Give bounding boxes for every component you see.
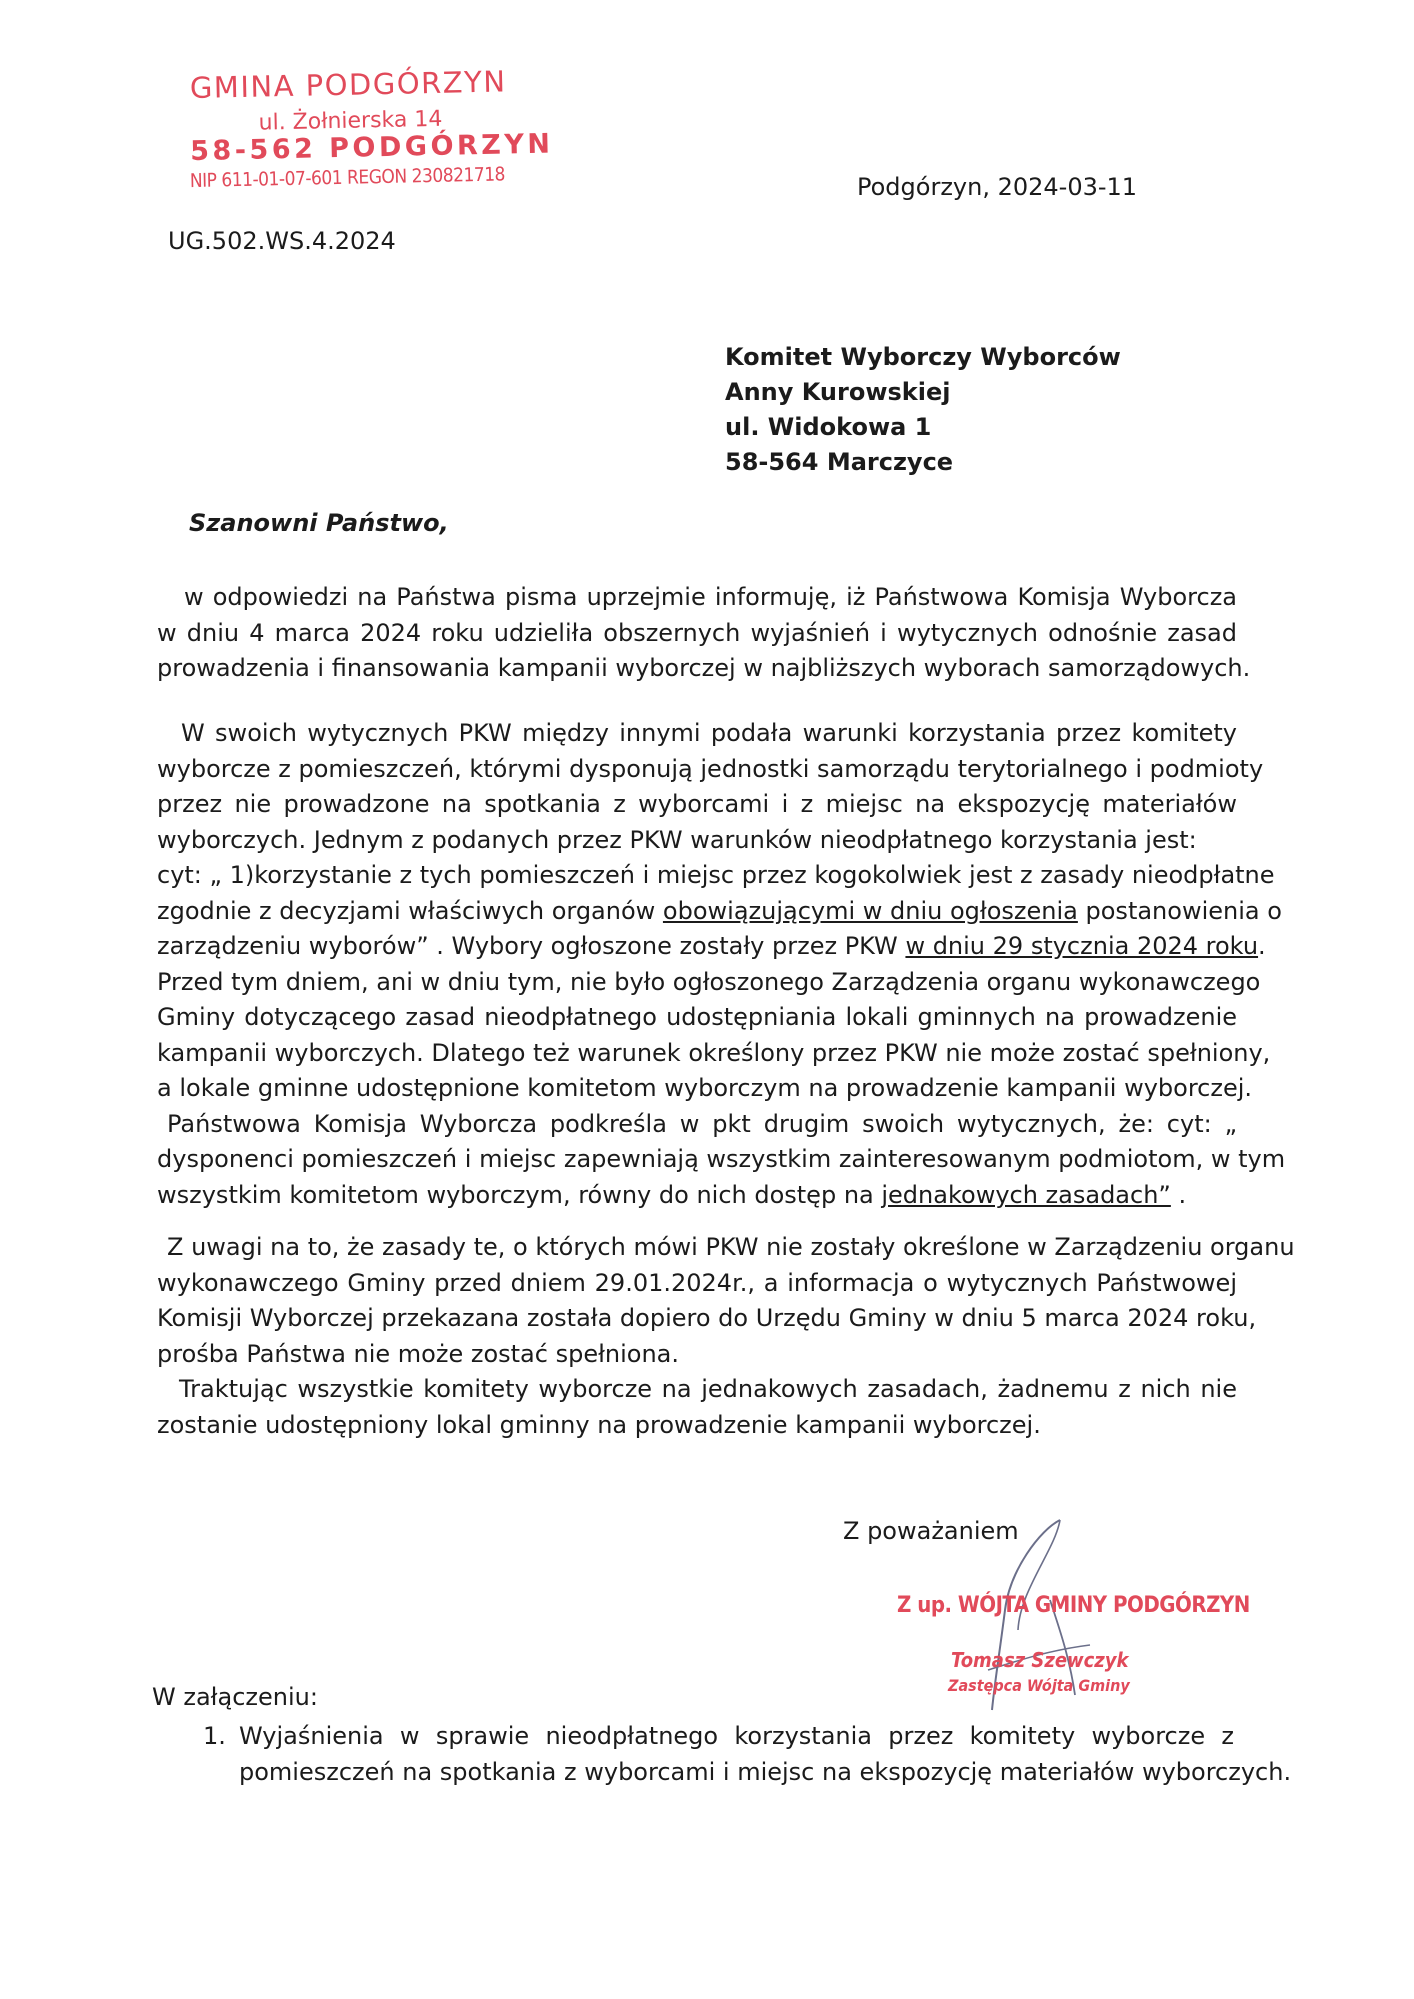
attachment-number: 1. [203, 1722, 226, 1750]
text-line: w dniu 4 marca 2024 roku udzieliła obszernych wyjaśnień i wytycznych odnośnie zasad [157, 618, 1237, 647]
text-line: wszystkim komitetom wyborczym, równy do nich dostęp na jednakowych zasadach” . [157, 1180, 1187, 1209]
text-fragment: postanowienia o [1085, 896, 1282, 925]
reference-number: UG.502.WS.4.2024 [168, 227, 396, 255]
signature-authority: Z up. WÓJTA GMINY PODGÓRZYN [897, 1593, 1250, 1618]
text-line [157, 894, 1282, 930]
signature-name: Tomasz Szewczyk [951, 1648, 1129, 1672]
text-line: wykonawczego Gminy przed dniem 29.01.2024r., a informacja o wytycznych Państwowej [157, 1268, 1237, 1297]
paragraph-1 [157, 580, 1251, 687]
place-date: Podgórzyn, 2024-03-11 [857, 173, 1138, 201]
addressee-line: 58-564 Marczyce [725, 448, 954, 476]
text-line: W swoich wytycznych PKW między innymi podała warunki korzystania przez komitety [181, 719, 1237, 747]
stamp-line-street: ul. Żołnierska 14 [258, 106, 443, 136]
stamp-line-city: 58-562 PODGÓRZYN [189, 128, 554, 168]
text-line: dysponenci pomieszczeń i miejsc zapewniają wszystkim zainteresowanym podmiotom, w tym [157, 1145, 1286, 1173]
addressee-block [725, 340, 1121, 480]
closing-phrase: Z poważaniem [843, 1517, 1019, 1545]
text-line: Przed tym dniem, ani w dniu tym, nie było ogłoszonego Zarządzenia organu wykonawczego [157, 967, 1261, 996]
attachments-label: W załączeniu: [152, 1683, 318, 1711]
addressee-line: ul. Widokowa 1 [725, 413, 932, 441]
text-line: Z uwagi na to, że zasady te, o których mówi PKW nie zostały określone w Zarządzeniu organu [167, 1233, 1295, 1261]
underlined-phrase: jednakowych zasadach” [881, 1180, 1171, 1209]
addressee-line: Anny Kurowskiej [725, 378, 951, 406]
paragraph-3 [157, 1230, 1295, 1443]
text-line: Państwowa Komisja Wyborcza podkreśla w pkt drugim swoich wytycznych, że: cyt: „ [167, 1109, 1237, 1138]
text-line: wyborcze z pomieszczeń, którymi dysponują jednostki samorządu terytorialnego i podmioty [157, 754, 1264, 783]
stamp-line-tax-ids: NIP 611-01-07-601 REGON 230821718 [189, 163, 506, 193]
stamp-line-office: GMINA PODGÓRZYN [189, 64, 507, 106]
text-line: Komisji Wyborczej przekazana została dopiero do Urzędu Gminy w dniu 5 marca 2024 roku, [157, 1304, 1257, 1332]
text-fragment: wszystkim komitetom wyborczym, równy do nich dostęp na [157, 1180, 874, 1209]
text-line: wyborczych. Jednym z podanych przez PKW warunków nieodpłatnego korzystania jest: [157, 825, 1197, 854]
text-line: Traktując wszystkie komitety wyborcze na jednakowych zasadach, żadnemu z nich nie [179, 1375, 1237, 1403]
text-line: prośba Państwa nie może zostać spełniona. [157, 1339, 680, 1368]
greeting: Szanowni Państwo, [189, 509, 449, 537]
text-line: prowadzenia i finansowania kampanii wyborczej w najbliższych wyborach samorządowych. [157, 654, 1251, 682]
text-fragment: zgodnie z decyzjami właściwych organów [157, 896, 656, 925]
text-line: w odpowiedzi na Państwa pisma uprzejmie informuję, iż Państwowa Komisja Wyborcza [184, 583, 1237, 611]
text-line: cyt: „ 1)korzystanie z tych pomieszczeń i miejsc przez kogokolwiek jest z zasady nieodpłatne [157, 861, 1275, 889]
text-line: pomieszczeń na spotkania z wyborcami i miejsc na ekspozycję materiałów wyborczych. [239, 1758, 1292, 1786]
text-line: Wyjaśnienia w sprawie nieodpłatnego korzystania przez komitety wyborcze z [239, 1722, 1234, 1750]
text-line: a lokale gminne udostępnione komitetom wyborczym na prowadzenie kampanii wyborczej. [157, 1074, 1253, 1102]
text-fragment: zarządzeniu wyborów” . Wybory ogłoszone zostały przez PKW [157, 932, 898, 960]
underlined-phrase: w dniu 29 stycznia 2024 roku [905, 932, 1259, 960]
addressee-line: Komitet Wyborczy Wyborców [725, 343, 1121, 371]
paragraph-2 [157, 716, 1286, 1213]
text-line: zostanie udostępniony lokal gminny na prowadzenie kampanii wyborczej. [157, 1410, 1041, 1439]
text-line: zarządzeniu wyborów” . Wybory ogłoszone zostały przez PKW w dniu 29 stycznia 2024 roku. [157, 932, 1266, 960]
text-line: kampanii wyborczych. Dlatego też warunek określony przez PKW nie może zostać spełniony, [157, 1038, 1271, 1067]
text-line: Gminy dotyczącego zasad nieodpłatnego udostępniania lokali gminnych na prowadzenie [157, 1003, 1237, 1031]
signature-title: Zastępca Wójta Gminy [948, 1676, 1130, 1695]
underlined-phrase: obowiązującymi w dniu ogłoszenia [662, 896, 1078, 925]
text-line: przez nie prowadzone na spotkania z wyborcami i z miejsc na ekspozycję materiałów [157, 790, 1237, 818]
attachment-item [203, 1718, 1292, 1790]
